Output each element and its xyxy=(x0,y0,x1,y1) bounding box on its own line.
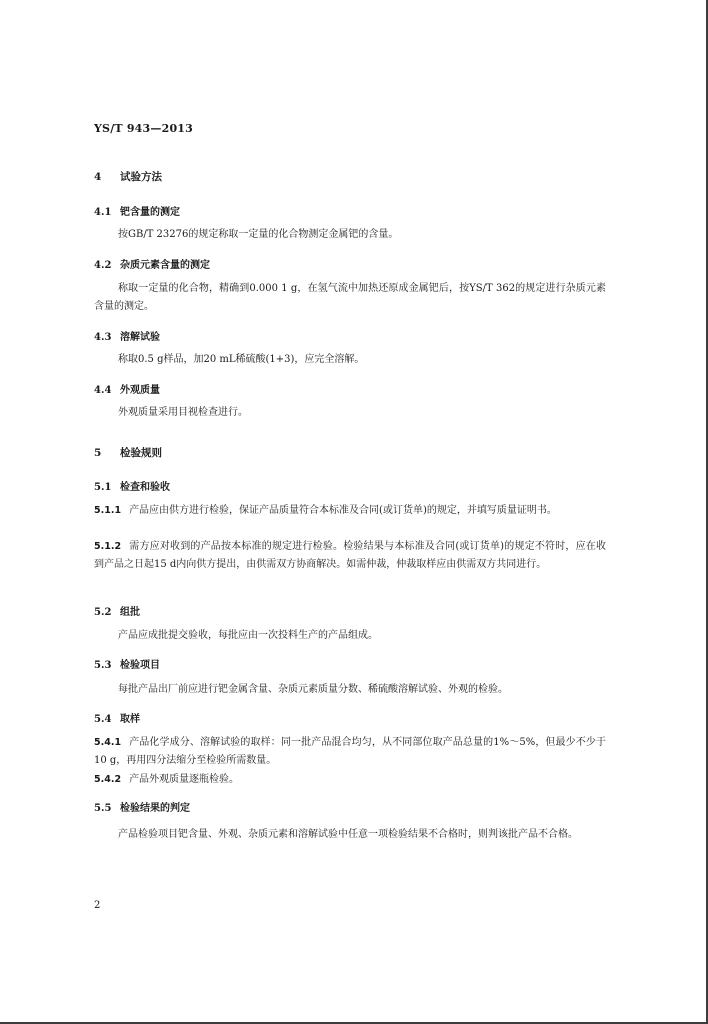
section-5-2-title: 组批 xyxy=(120,607,140,618)
section-5-5-title: 检验结果的判定 xyxy=(120,803,190,814)
section-5-1-title: 检查和验收 xyxy=(120,482,170,493)
clause-5-4-1-text: 产品化学成分、溶解试验的取样：同一批产品混合均匀，从不同部位取产品总量的1%～5%，但最少不少于10 g，再用四分法缩分至检验所需数量。 xyxy=(94,737,606,766)
section-5-3-number: 5.3 xyxy=(94,660,112,671)
section-4-title: 试验方法 xyxy=(120,171,162,183)
clause-5-1-1 xyxy=(94,502,606,520)
section-5-4-heading xyxy=(94,710,140,725)
section-5-2-heading xyxy=(94,603,140,618)
section-5-3-title: 检验项目 xyxy=(120,660,160,671)
clause-5-1-1-text: 产品应由供方进行检验，保证产品质量符合本标准及合同(或订货单)的规定，并填写质量证明书。 xyxy=(129,505,557,516)
section-4-4-title: 外观质量 xyxy=(120,385,160,396)
clause-5-4-2-text: 产品外观质量逐瓶检验。 xyxy=(129,774,240,785)
section-4-4-heading xyxy=(94,381,160,396)
section-4-3-title: 溶解试验 xyxy=(120,332,160,343)
section-5-1-number: 5.1 xyxy=(94,482,112,493)
standard-number: YS/T 943—2013 xyxy=(94,122,194,135)
section-4-3-heading xyxy=(94,328,160,343)
section-5-1-heading xyxy=(94,478,170,493)
section-5-5-text: 产品检验项目钯含量、外观、杂质元素和溶解试验中任意一项检验结果不合格时，则判该批产品不合格。 xyxy=(118,829,578,840)
section-5-title: 检验规则 xyxy=(120,447,162,459)
section-5-2-text: 产品应成批提交验收，每批应由一次投料生产的产品组成。 xyxy=(118,630,378,641)
section-5-3-text: 每批产品出厂前应进行钯金属含量、杂质元素质量分数、稀硫酸溶解试验、外观的检验。 xyxy=(118,684,508,695)
section-5-3-heading xyxy=(94,656,160,671)
clause-5-1-2-text: 需方应对收到的产品按本标准的规定进行检验。检验结果与本标准及合同(或订货单)的规定不符时，应在收到产品之日起15 d内向供方提出，由供需双方协商解决。如需仲裁，仲裁取样应由供需双方共同进行。 xyxy=(94,541,606,570)
section-4-1-title: 钯含量的测定 xyxy=(120,207,180,218)
section-4-3-text: 称取0.5 g样品，加20 mL稀硫酸(1+3)，应完全溶解。 xyxy=(118,354,365,365)
section-4-2-number: 4.2 xyxy=(94,260,112,271)
clause-5-4-2 xyxy=(94,771,606,789)
section-5-number: 5 xyxy=(94,447,102,459)
section-4-3-number: 4.3 xyxy=(94,332,112,343)
section-4-2-title: 杂质元素含量的测定 xyxy=(120,260,210,271)
section-4-1-number: 4.1 xyxy=(94,207,112,218)
section-4-1-text: 按GB/T 23276的规定称取一定量的化合物测定金属钯的含量。 xyxy=(118,229,399,240)
section-5-2-number: 5.2 xyxy=(94,607,112,618)
section-5-5-heading xyxy=(94,799,190,814)
clause-5-1-1-number: 5.1.1 xyxy=(94,505,122,516)
section-5-4-number: 5.4 xyxy=(94,714,112,725)
section-4-4-number: 4.4 xyxy=(94,385,112,396)
clause-5-1-2-number: 5.1.2 xyxy=(94,541,122,552)
section-4-number: 4 xyxy=(94,171,102,183)
section-4-1-heading xyxy=(94,203,180,218)
clause-5-4-2-number: 5.4.2 xyxy=(94,774,122,785)
clause-5-1-2 xyxy=(94,538,606,574)
section-4-2-heading xyxy=(94,256,210,271)
clause-5-4-1-number: 5.4.1 xyxy=(94,737,122,748)
section-4-4-text: 外观质量采用目视检查进行。 xyxy=(118,407,248,418)
section-5-heading xyxy=(94,445,162,460)
section-4-heading xyxy=(94,169,162,184)
section-5-5-number: 5.5 xyxy=(94,803,112,814)
section-5-4-title: 取样 xyxy=(120,714,140,725)
section-4-2-text: 称取一定量的化合物，精确到0.000 1 g，在氢气流中加热还原成金属钯后，按YS/T 362的规定进行杂质元素含量的测定。 xyxy=(94,283,606,312)
page-number: 2 xyxy=(94,900,101,911)
clause-5-4-1 xyxy=(94,734,606,770)
